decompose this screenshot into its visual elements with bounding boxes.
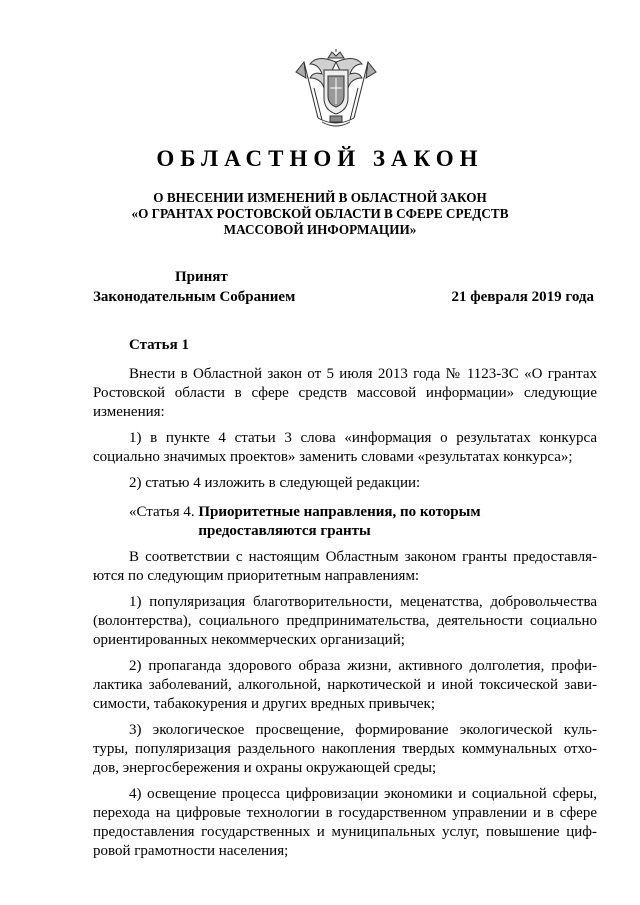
text-line: Внести в Областной закон от 5 июля 2013 года № 1123-ЗС «О грантах bbox=[129, 366, 597, 382]
adoption-label: Принят bbox=[175, 269, 228, 285]
text-line: 3) экологическое просвещение, формирование экологической куль- bbox=[129, 722, 597, 738]
subtitle-line: МАССОВОЙ ИНФОРМАЦИИ» bbox=[223, 222, 417, 237]
adoption-date: 21 февраля 2019 года bbox=[451, 289, 594, 305]
subtitle-line: «О ГРАНТАХ РОСТОВСКОЙ ОБЛАСТИ В СФЕРЕ СРЕДСТВ bbox=[131, 206, 509, 221]
coat-of-arms-icon bbox=[292, 48, 380, 132]
title-line: предоставляются гранты bbox=[198, 523, 371, 539]
document-title: ОБЛАСТНОЙ ЗАКОН bbox=[156, 146, 484, 171]
subtitle-line: О ВНЕСЕНИИ ИЗМЕНЕНИЙ В ОБЛАСТНОЙ ЗАКОН bbox=[153, 190, 487, 205]
article-1-item-1 bbox=[93, 429, 597, 467]
text-line: Ростовской области в сфере средств массовой информации» следующие bbox=[93, 385, 597, 401]
article-4-item-4 bbox=[93, 785, 597, 861]
text-line: ровой грамотности населения; bbox=[93, 843, 289, 859]
text-line: изменения: bbox=[93, 404, 165, 420]
text-line: ются по следующим приоритетным направлениям: bbox=[93, 568, 420, 584]
text-line: симости, табакокурения и других вредных привычек; bbox=[93, 696, 435, 712]
text-line: предоставления государственных и муниципальных услуг, повышение циф- bbox=[93, 824, 597, 840]
text-line: 1) популяризация благотворительности, меценатства, добровольчества bbox=[129, 594, 597, 610]
text-line: дов, энергосбережения и охраны окружающей среды; bbox=[93, 760, 437, 776]
text-line: лактика заболеваний, алкогольной, наркотической и иной токсической зави- bbox=[93, 677, 597, 693]
article-4-intro bbox=[93, 548, 597, 586]
title-line: Приоритетные направления, по которым bbox=[198, 504, 481, 520]
article-4-title bbox=[198, 503, 480, 541]
article-4-label: «Статья 4. bbox=[129, 504, 199, 520]
text-line: 1) в пункте 4 статьи 3 слова «информация о результатах конкурса bbox=[129, 430, 597, 446]
article-1-heading: Статья 1 bbox=[129, 337, 189, 353]
article-4-item-3 bbox=[93, 721, 597, 778]
text-line: туры, популяризация раздельного накопления твердых коммунальных отхо- bbox=[93, 741, 597, 757]
article-4-item-1 bbox=[93, 593, 597, 650]
article-1-item-2 bbox=[93, 474, 597, 493]
text-line: перехода на цифровые технологии в государственном управлении и в сфере bbox=[93, 805, 597, 821]
article-4-item-2 bbox=[93, 657, 597, 714]
text-line: В соответствии с настоящим Областным законом гранты предоставля- bbox=[129, 549, 597, 565]
document-subtitle bbox=[0, 190, 640, 238]
text-line: 2) пропаганда здорового образа жизни, активного долголетия, профи- bbox=[129, 658, 597, 674]
text-line: 2) статью 4 изложить в следующей редакции: bbox=[129, 475, 421, 491]
text-line: социально значимых проектов» заменить словами «результатах конкурса»; bbox=[93, 449, 573, 465]
adoption-body: Законодательным Собранием bbox=[93, 289, 296, 305]
text-line: (волонтерства), социального предпринимательства, деятельности социально bbox=[93, 613, 597, 629]
law-body bbox=[93, 336, 597, 861]
article-1-intro bbox=[93, 365, 597, 422]
text-line: ориентированных некоммерческих организаций; bbox=[93, 632, 405, 648]
article-4-heading bbox=[129, 503, 597, 541]
text-line: 4) освещение процесса цифровизации экономики и социальной сферы, bbox=[129, 786, 597, 802]
